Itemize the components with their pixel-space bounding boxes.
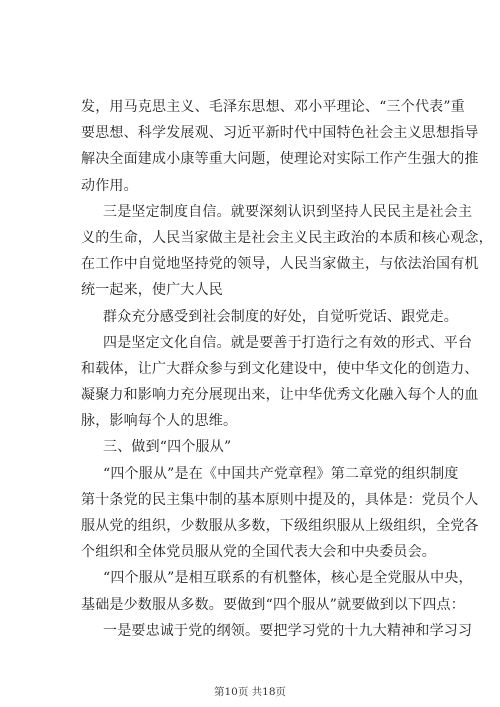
paragraph-start-line: “四个服从”是相互联系的有机整体，核心是全党服从中央，: [103, 570, 473, 587]
paragraph-start-line: 一是要忠诚于党的纲领。要把学习党的十九大精神和学习习: [103, 622, 473, 639]
text-line: 动作用。: [81, 177, 138, 194]
text-line: 要思想、科学发展观、习近平新时代中国特色社会主义思想指导: [81, 125, 479, 142]
paragraph-start-line: “四个服从”是在《中国共产党章程》第二章党的组织制度: [103, 465, 459, 482]
document-body: [81, 94, 493, 644]
text-line: 义的生命，人民当家做主是社会主义民主政治的本质和核心观念，: [81, 229, 493, 246]
section-heading: 三、做到“四个服从”: [103, 439, 232, 456]
text-line: 脉，影响每个人的思维。: [81, 413, 238, 430]
text-line: 凝聚力和影响力充分展现出来，让中华优秀文化融入每个人的血: [81, 387, 479, 404]
text-line: 服从党的组织，少数服从多数，下级组织服从上级组织，全党各: [81, 518, 479, 534]
text-line: 统一起来，使广大人民: [81, 282, 223, 299]
text-line: 第十条党的民主集中制的基本原则中提及的，具体是：党员个人: [81, 491, 479, 508]
text-line: 基础是少数服从多数。要做到“四个服从”就要做到以下四点：: [81, 596, 465, 613]
paragraph-start-line: 三是坚定制度自信。就要深刻认识到坚持人民民主是社会主: [103, 203, 473, 220]
text-line: 发，用马克思主义、毛泽东思想、邓小平理论、“三个代表”重: [81, 99, 465, 115]
text-line: 解决全面建成小康等重大问题，使理论对实际工作产生强大的推: [81, 151, 479, 168]
text-line: 在工作中自觉地坚持党的领导，人民当家做主，与依法治国有机: [81, 256, 479, 273]
text-line: 和载体，让广大群众参与到文化建设中，使中华文化的创造力、: [81, 360, 479, 377]
paragraph-start-line: 四是坚定文化自信。就是要善于打造行之有效的形式、平台: [103, 334, 473, 351]
text-line: 个组织和全体党员服从党的全国代表大会和中央委员会。: [81, 544, 436, 561]
paragraph-start-line: 群众充分感受到社会制度的好处，自觉听党话、跟党走。: [103, 308, 458, 325]
page-number-footer: 第10页 共18页: [213, 686, 287, 698]
